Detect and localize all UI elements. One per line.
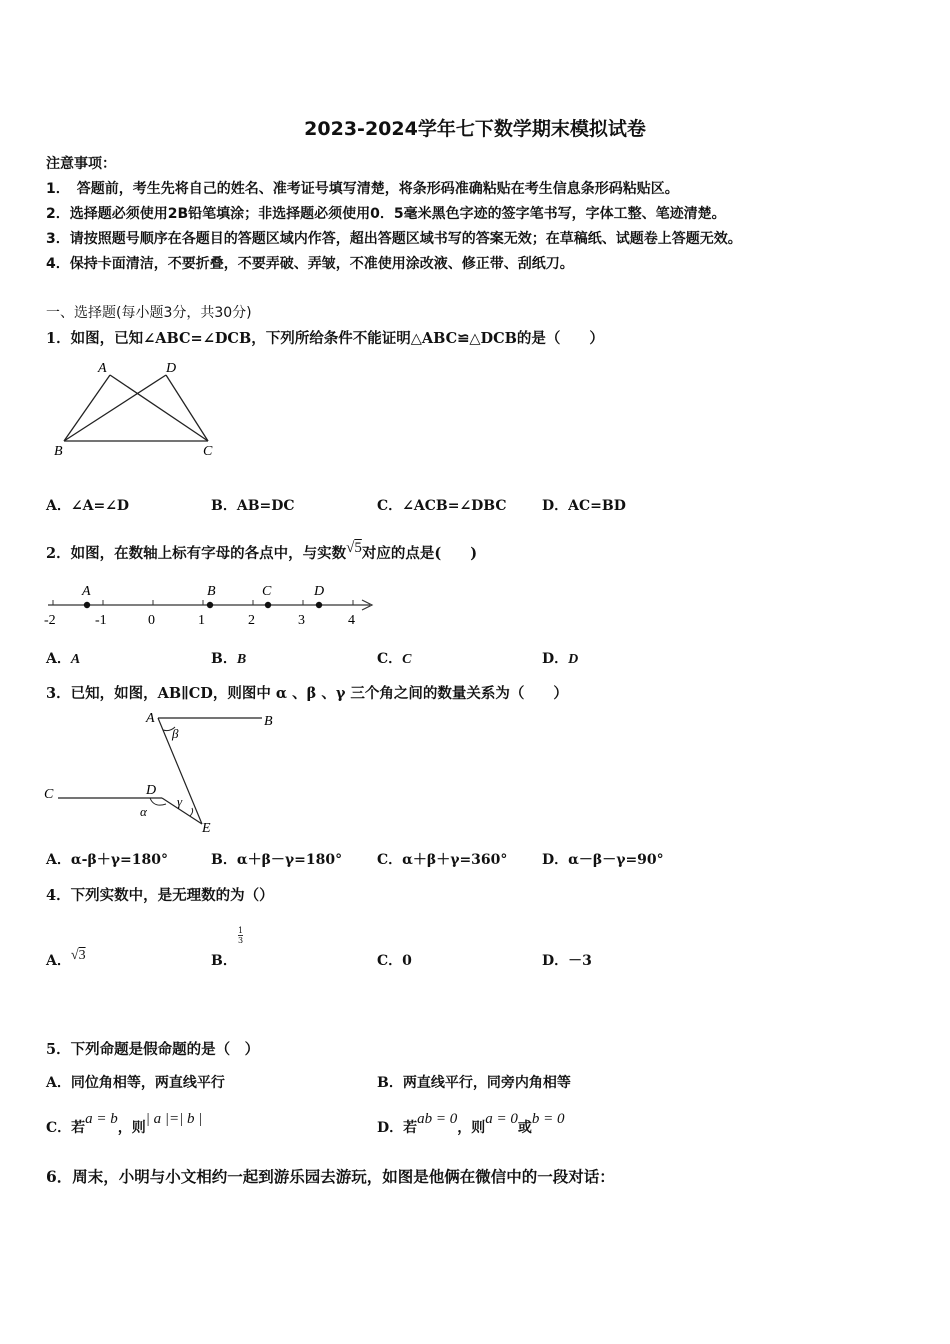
q4-option-d[interactable]: D．－3 xyxy=(542,953,592,969)
q1-stem: 1．如图，已知∠ABC=∠DCB，下列所给条件不能证明△ABC≌△DCB的是（ ） xyxy=(46,330,604,347)
q6-stem: 6．周末，小明与小文相约一起到游乐园去游玩，如图是他俩在微信中的一段对话： xyxy=(46,1167,615,1186)
q1-label-a: A xyxy=(98,361,107,376)
q3-option-d[interactable]: D．α－β－γ=90° xyxy=(542,852,664,868)
q3-label-alpha: α xyxy=(140,804,147,819)
q2-tick-0: 0 xyxy=(148,613,155,628)
notice-item-3: 3．请按照题号顺序在各题目的答题区域内作答，超出答题区域书写的答案无效；在草稿纸、试题卷上答题无效。 xyxy=(46,231,742,247)
notice-item-1: 1． 答题前，考生先将自己的姓名、准考证号填写清楚，将条形码准确粘贴在考生信息条形码粘贴区。 xyxy=(46,181,679,197)
q3-option-c[interactable]: C．α＋β＋γ=360° xyxy=(377,852,508,868)
q1-label-c: C xyxy=(203,444,213,459)
q1-option-d[interactable]: D．AC=BD xyxy=(542,498,626,514)
q2-tick-4: 4 xyxy=(348,613,355,628)
q1-option-c[interactable]: C．∠ACB=∠DBC xyxy=(377,498,507,514)
q2-tick-2: 2 xyxy=(248,613,255,628)
q1-option-b[interactable]: B．AB=DC xyxy=(211,498,295,514)
q4-option-b[interactable]: B． 1 3 xyxy=(211,926,244,969)
q4-fraction: 1 3 xyxy=(238,926,244,945)
q2-option-d[interactable]: D．D xyxy=(542,651,579,667)
section-heading: 一、选择题(每小题3分，共30分) xyxy=(46,305,252,321)
q5-option-b[interactable]: B．两直线平行，同旁内角相等 xyxy=(377,1075,571,1091)
q2-point-a: A xyxy=(82,584,91,599)
q3-label-d: D xyxy=(146,783,157,798)
q2-tick-1: 1 xyxy=(198,613,205,628)
page-title: 2023-2024学年七下数学期末模拟试卷 xyxy=(304,118,646,140)
q5-option-c[interactable]: C．若a = b，则| a |=| b | xyxy=(46,1111,203,1136)
q2-tick--1: -1 xyxy=(95,613,107,628)
q3-label-a: A xyxy=(146,711,155,726)
notice-heading: 注意事项： xyxy=(46,156,116,172)
q2-option-c[interactable]: C．C xyxy=(377,651,412,667)
q2-stem-before: 2．如图，在数轴上标有字母的各点中，与实数 xyxy=(46,545,347,562)
q5-option-d[interactable]: D．若ab = 0，则a = 0或b = 0 xyxy=(377,1111,565,1136)
q2-point-d: D xyxy=(314,584,325,599)
notice-item-2: 2．选择题必须使用2B铅笔填涂；非选择题必须使用0．5毫米黑色字迹的签字笔书写，字体工整、笔迹清楚。 xyxy=(46,206,726,222)
q3-figure xyxy=(40,706,290,838)
q3-label-c: C xyxy=(44,787,54,802)
q3-option-a[interactable]: A．α-β＋γ=180° xyxy=(46,852,168,868)
q5-stem: 5．下列命题是假命题的是（ ） xyxy=(46,1041,260,1058)
q2-point-c: C xyxy=(262,584,272,599)
q3-label-gamma: γ xyxy=(177,794,183,809)
q3-label-beta: β xyxy=(172,726,179,741)
q2-sqrt: √5 xyxy=(346,540,362,556)
q2-tick--2: -2 xyxy=(44,613,56,628)
q4-option-a[interactable]: A．√3 xyxy=(46,948,86,969)
q2-stem xyxy=(46,542,477,563)
notice-item-4: 4．保持卡面清洁，不要折叠，不要弄破、弄皱，不准使用涂改液、修正带、刮纸刀。 xyxy=(46,256,574,272)
q4-stem: 4．下列实数中，是无理数的为（） xyxy=(46,887,274,904)
q2-option-a[interactable]: A．A xyxy=(46,651,81,667)
q1-label-d: D xyxy=(166,361,177,376)
q2-tick-3: 3 xyxy=(298,613,305,628)
q2-option-b[interactable]: B．B xyxy=(211,651,247,667)
q4-option-c[interactable]: C．0 xyxy=(377,953,412,969)
q2-stem-after: 对应的点是( ) xyxy=(361,545,478,562)
q3-label-e: E xyxy=(202,821,211,836)
q3-label-b: B xyxy=(264,714,273,729)
q3-stem: 3．已知，如图，AB∥CD，则图中 α 、β 、γ 三个角之间的数量关系为（ ） xyxy=(46,685,568,702)
q2-number-line xyxy=(40,580,385,630)
q5-option-a[interactable]: A．同位角相等，两直线平行 xyxy=(46,1075,225,1091)
q1-figure xyxy=(46,355,226,460)
q1-option-a[interactable]: A．∠A=∠D xyxy=(46,498,130,514)
q1-label-b: B xyxy=(54,444,63,459)
q2-point-b: B xyxy=(207,584,216,599)
q3-option-b[interactable]: B．α＋β－γ=180° xyxy=(211,852,343,868)
